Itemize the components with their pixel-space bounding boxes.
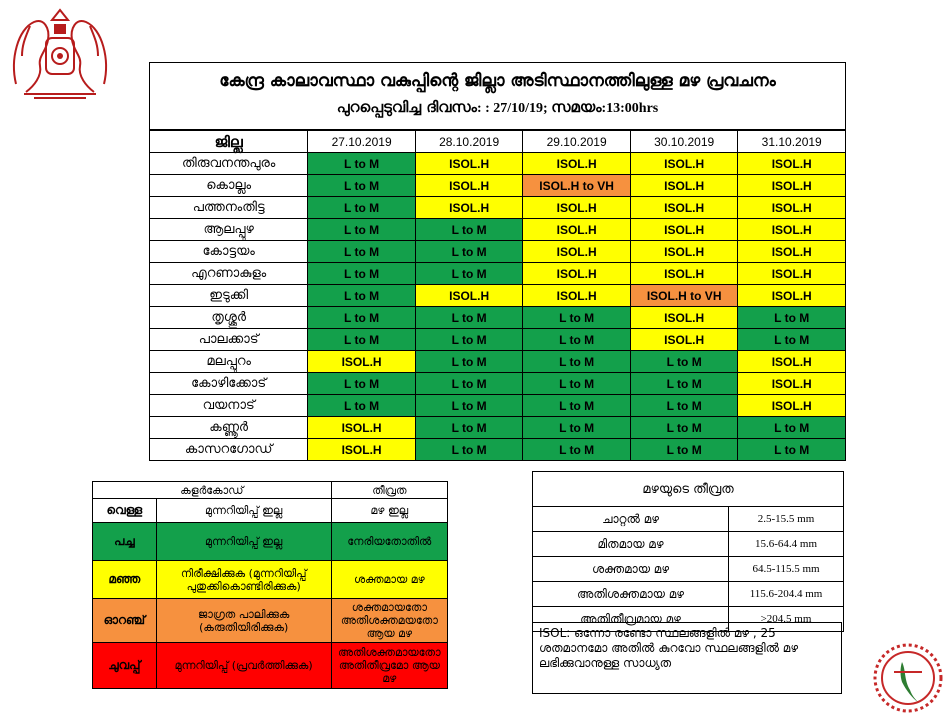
- forecast-cell: ISOL.H: [738, 219, 846, 241]
- legend-row: [93, 499, 448, 523]
- table-row: [150, 395, 846, 417]
- table-row: [150, 241, 846, 263]
- table-row: [150, 373, 846, 395]
- district-name: മലപ്പുറം: [150, 351, 308, 373]
- forecast-table: [149, 130, 846, 461]
- issued-date: : : 27/10/19;: [476, 101, 552, 116]
- date-column-header: 28.10.2019: [415, 131, 523, 153]
- date-column-header: 27.10.2019: [308, 131, 416, 153]
- legend-color-name: വെള്ള: [93, 499, 157, 523]
- district-name: ആലപ്പുഴ: [150, 219, 308, 241]
- forecast-cell: ISOL.H: [738, 351, 846, 373]
- forecast-cell: L to M: [630, 395, 738, 417]
- legend-row: [93, 523, 448, 561]
- forecast-header-row: [150, 131, 846, 153]
- forecast-cell: ISOL.H: [523, 153, 631, 175]
- rain-intensity-table: [532, 471, 844, 632]
- forecast-cell: ISOL.H: [630, 263, 738, 285]
- forecast-cell: ISOL.H: [630, 197, 738, 219]
- color-code-table: [92, 481, 448, 689]
- forecast-cell: ISOL.H: [630, 307, 738, 329]
- forecast-cell: L to M: [523, 417, 631, 439]
- legend-severity: മഴ ഇല്ല: [331, 499, 447, 523]
- forecast-cell: ISOL.H: [415, 153, 523, 175]
- forecast-cell: L to M: [308, 197, 416, 219]
- legend-header-row: [93, 482, 448, 499]
- forecast-cell: L to M: [630, 439, 738, 461]
- forecast-cell: L to M: [523, 329, 631, 351]
- intensity-range: 15.6-64.4 mm: [729, 532, 844, 557]
- forecast-cell: ISOL.H: [415, 285, 523, 307]
- forecast-cell: L to M: [630, 373, 738, 395]
- intensity-label: അതിതീവ്രമായ മഴ: [533, 607, 729, 632]
- forecast-cell: L to M: [738, 329, 846, 351]
- table-row: [150, 307, 846, 329]
- forecast-cell: ISOL.H: [523, 241, 631, 263]
- severity-header: തീവ്രത: [331, 482, 447, 499]
- forecast-cell: ISOL.H: [738, 241, 846, 263]
- legend-severity: ശക്തമായതോ അതിശക്തമയതോ ആയ മഴ: [331, 599, 447, 643]
- kerala-emblem-icon: [4, 4, 116, 102]
- intensity-range: 115.6-204.4 mm: [729, 582, 844, 607]
- forecast-cell: ISOL.H: [308, 439, 416, 461]
- forecast-cell: L to M: [415, 439, 523, 461]
- legend-severity: ശക്തമായ മഴ: [331, 561, 447, 599]
- time-label: സമയം: [551, 98, 602, 116]
- forecast-cell: L to M: [308, 285, 416, 307]
- table-row: [150, 439, 846, 461]
- forecast-cell: ISOL.H to VH: [523, 175, 631, 197]
- table-row: [150, 197, 846, 219]
- legend-meaning: മുന്നറിയിപ്പ് ഇല്ല: [156, 523, 331, 561]
- forecast-cell: L to M: [415, 263, 523, 285]
- intensity-label: മിതമായ മഴ: [533, 532, 729, 557]
- forecast-cell: ISOL.H: [738, 153, 846, 175]
- forecast-cell: L to M: [415, 329, 523, 351]
- district-name: ഇടുക്കി: [150, 285, 308, 307]
- forecast-cell: ISOL.H: [523, 219, 631, 241]
- forecast-cell: ISOL.H: [738, 373, 846, 395]
- table-row: [150, 153, 846, 175]
- forecast-cell: ISOL.H: [738, 175, 846, 197]
- intensity-label: അതിശക്തമായ മഴ: [533, 582, 729, 607]
- intensity-label: ചാറ്റൽ മഴ: [533, 507, 729, 532]
- table-row: [150, 285, 846, 307]
- forecast-cell: L to M: [523, 395, 631, 417]
- issued-label: പുറപ്പെടുവിച്ച ദിവസം: [336, 98, 477, 116]
- forecast-cell: L to M: [415, 307, 523, 329]
- district-name: കോഴിക്കോട്: [150, 373, 308, 395]
- intensity-header-row: [533, 472, 844, 507]
- legend-color-name: ചുവപ്പ്: [93, 643, 157, 689]
- forecast-cell: L to M: [630, 351, 738, 373]
- forecast-title-area: [149, 62, 846, 130]
- legend-color-name: മഞ്ഞ: [93, 561, 157, 599]
- intensity-row: [533, 557, 844, 582]
- forecast-cell: ISOL.H to VH: [630, 285, 738, 307]
- forecast-cell: ISOL.H: [523, 263, 631, 285]
- intensity-row: [533, 507, 844, 532]
- legend-row: [93, 561, 448, 599]
- forecast-cell: L to M: [523, 351, 631, 373]
- forecast-cell: L to M: [308, 175, 416, 197]
- table-row: [150, 417, 846, 439]
- forecast-cell: ISOL.H: [308, 351, 416, 373]
- forecast-cell: L to M: [415, 241, 523, 263]
- forecast-cell: L to M: [308, 241, 416, 263]
- intensity-row: [533, 532, 844, 557]
- district-name: കാസറഗോഡ്: [150, 439, 308, 461]
- table-row: [150, 263, 846, 285]
- legend-severity: നേരിയതോതിൽ: [331, 523, 447, 561]
- table-row: [150, 175, 846, 197]
- isol-definition-note: ISOL: ഒന്നോ രണ്ടോ സ്ഥലങ്ങളിൽ മഴ , 25 ശതമാനമോ അതിൽ കുറവോ സ്ഥലങ്ങളിൽ മഴ ലഭിക്കുവാനുള്ള സാധ്യത: [532, 622, 842, 694]
- forecast-cell: L to M: [738, 307, 846, 329]
- district-name: കൊല്ലം: [150, 175, 308, 197]
- forecast-cell: ISOL.H: [738, 197, 846, 219]
- date-column-header: 30.10.2019: [630, 131, 738, 153]
- forecast-cell: L to M: [308, 373, 416, 395]
- forecast-cell: L to M: [738, 439, 846, 461]
- legend-row: [93, 643, 448, 689]
- table-row: [150, 351, 846, 373]
- forecast-cell: ISOL.H: [738, 263, 846, 285]
- disaster-authority-logo-icon: [872, 642, 944, 714]
- date-column-header: 31.10.2019: [738, 131, 846, 153]
- forecast-cell: L to M: [308, 329, 416, 351]
- legend-color-name: ഓറഞ്ച്: [93, 599, 157, 643]
- forecast-cell: ISOL.H: [415, 175, 523, 197]
- forecast-cell: ISOL.H: [630, 329, 738, 351]
- district-name: വയനാട്: [150, 395, 308, 417]
- legend-meaning: നിരീക്ഷിക്കുക (മുന്നറിയിപ്പ് പുതുക്കികൊണ്ടിരിക്കുക): [156, 561, 331, 599]
- intensity-range: 64.5-115.5 mm: [729, 557, 844, 582]
- intensity-header: മഴയുടെ തീവ്രത: [533, 472, 844, 507]
- table-row: [150, 219, 846, 241]
- intensity-range: 2.5-15.5 mm: [729, 507, 844, 532]
- district-name: തിരുവനന്തപുരം: [150, 153, 308, 175]
- page-title: കേന്ദ്ര കാലാവസ്ഥാ വകുപ്പിന്റെ ജില്ലാ അടിസ്ഥാനത്തിലുള്ള മഴ പ്രവചനം: [219, 71, 776, 91]
- forecast-cell: L to M: [308, 307, 416, 329]
- district-name: കോട്ടയം: [150, 241, 308, 263]
- forecast-cell: L to M: [415, 351, 523, 373]
- color-code-header: കളർകോഡ്: [93, 482, 332, 499]
- forecast-cell: ISOL.H: [630, 153, 738, 175]
- legend-color-name: പച്ച: [93, 523, 157, 561]
- forecast-cell: L to M: [415, 417, 523, 439]
- district-name: എറണാകുളം: [150, 263, 308, 285]
- intensity-row: [533, 582, 844, 607]
- forecast-cell: ISOL.H: [523, 197, 631, 219]
- district-column-header: ജില്ല: [150, 131, 308, 153]
- time-value: :13:00hrs: [601, 101, 659, 116]
- forecast-cell: ISOL.H: [738, 395, 846, 417]
- forecast-cell: L to M: [523, 307, 631, 329]
- forecast-cell: ISOL.H: [308, 417, 416, 439]
- intensity-label: ശക്തമായ മഴ: [533, 557, 729, 582]
- district-name: കണ്ണൂർ: [150, 417, 308, 439]
- forecast-cell: ISOL.H: [630, 175, 738, 197]
- forecast-cell: ISOL.H: [630, 219, 738, 241]
- forecast-cell: L to M: [630, 417, 738, 439]
- legend-row: [93, 599, 448, 643]
- forecast-cell: L to M: [523, 439, 631, 461]
- district-name: പാലക്കാട്: [150, 329, 308, 351]
- district-name: തൃശ്ശൂർ: [150, 307, 308, 329]
- forecast-cell: L to M: [308, 219, 416, 241]
- forecast-cell: L to M: [308, 263, 416, 285]
- legend-severity: അതിശക്തമായതോ അതിതീവ്രമോ ആയ മഴ: [331, 643, 447, 689]
- forecast-cell: L to M: [415, 373, 523, 395]
- date-column-header: 29.10.2019: [523, 131, 631, 153]
- table-row: [150, 329, 846, 351]
- forecast-cell: L to M: [523, 373, 631, 395]
- legend-meaning: മുന്നറിയിപ്പ് (പ്രവർത്തിക്കുക): [156, 643, 331, 689]
- forecast-cell: ISOL.H: [415, 197, 523, 219]
- forecast-cell: ISOL.H: [630, 241, 738, 263]
- forecast-cell: L to M: [308, 153, 416, 175]
- district-name: പത്തനംതിട്ട: [150, 197, 308, 219]
- forecast-cell: L to M: [415, 395, 523, 417]
- issued-line: [149, 98, 846, 117]
- forecast-cell: L to M: [308, 395, 416, 417]
- intensity-range: >204.5 mm: [729, 607, 844, 632]
- forecast-cell: ISOL.H: [738, 285, 846, 307]
- forecast-cell: L to M: [738, 417, 846, 439]
- forecast-cell: ISOL.H: [523, 285, 631, 307]
- legend-meaning: ജാഗ്രത പാലിക്കുക (കരുതിയിരിക്കുക): [156, 599, 331, 643]
- legend-meaning: മുന്നറിയിപ്പ് ഇല്ല: [156, 499, 331, 523]
- forecast-cell: L to M: [415, 219, 523, 241]
